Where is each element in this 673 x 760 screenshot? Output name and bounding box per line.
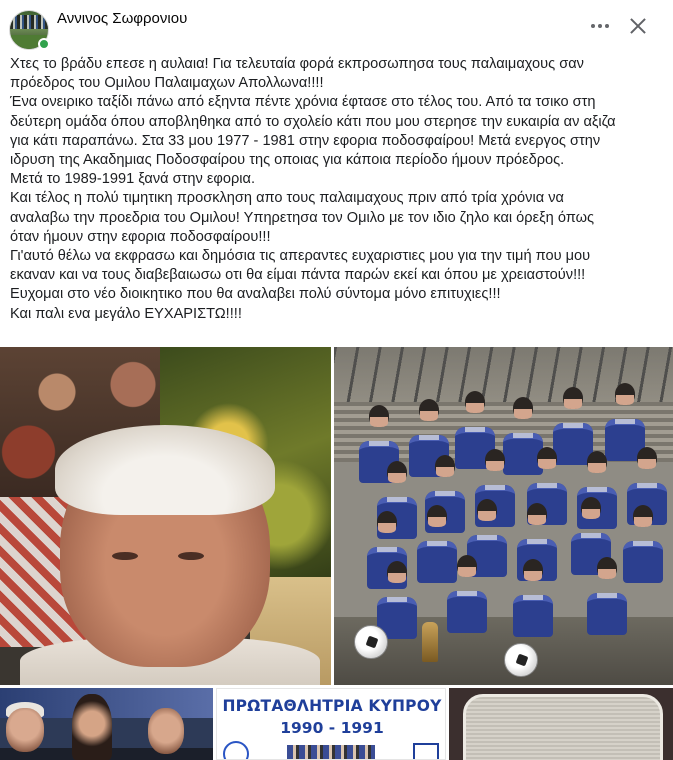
avatar-image-crowd [10, 15, 49, 29]
photo-man-eye [112, 552, 138, 560]
team-player [444, 555, 490, 633]
post-line: Και τέλος η πολύ τιμητικη προσκληση απο τους παλαιμαχους πριν από τρία χρόνια να [10, 190, 564, 207]
post-line: Και παλι ενα μεγάλο ΕΥΧΑΡΙΣΤΩ!!!! [10, 305, 242, 322]
poster-years: 1990 - 1991 [280, 719, 384, 737]
more-options-button[interactable] [586, 14, 614, 38]
post-line: αναλαβω την προεδρια του Ομιλου! Υπηρετησα τον Ομιλο με τον ιδιο ζηλο και όρεξη όπως [10, 209, 595, 226]
photo-man-hair [55, 425, 275, 515]
club-logo-icon [413, 743, 439, 760]
trophy-icon [422, 622, 438, 662]
photo-man-eye [178, 552, 204, 560]
team-player [510, 559, 556, 637]
post-line: Ένα ονειρικο ταξίδι πάνω από εξηντα πέντε χρόνια έφτασε στο τέλος του. Από τα τσικο στη [10, 94, 596, 111]
post-line: Ευχομαι στο νέο διοικητικο που θα αναλαβει πολύ σύντομα μόνο επιτυχιες!!! [10, 286, 501, 303]
post-line: Γι'αυτό θέλω να εκφρασω και δημόσια τις απεραντες ευχαριστιες μου για την τιμή που μου [10, 248, 591, 265]
photo-plaque[interactable] [449, 688, 673, 760]
photo-ceremony-man [6, 708, 44, 752]
photo-ceremony-man [148, 708, 184, 754]
post-line: όταν ήμουν στην εφορια ποδοσφαίρου!!! [10, 228, 271, 245]
poster-title: ΠΡΩΤΑΘΛΗΤΡΙΑ ΚΥΠΡΟΥ [222, 697, 442, 715]
post-text [10, 55, 660, 324]
post-line: πρόεδρος του Ομιλου Παλαιμαχων Απολλωνα!!!! [10, 75, 324, 92]
more-icon [605, 24, 609, 28]
photo-portrait[interactable] [0, 347, 331, 685]
photo-team[interactable] [334, 347, 673, 685]
club-logo-icon [223, 741, 249, 760]
online-status-icon [38, 38, 50, 50]
photo-champions-poster[interactable] [216, 688, 446, 760]
more-icon [591, 24, 595, 28]
post-line: για κάτι παραπάνω. Στα 33 μου 1977 - 1981 στην εφορια ποδοσφαίρου! Μετά ενεργος στην [10, 132, 601, 149]
more-icon [598, 24, 602, 28]
author-name[interactable]: Αννινος Σωφρονιου [57, 10, 188, 27]
post-line: Μετά το 1989-1991 ξανά στην εφορια. [10, 171, 256, 188]
photo-ceremony[interactable] [0, 688, 213, 760]
football-icon [354, 625, 388, 659]
close-button[interactable] [624, 12, 652, 40]
team-player [584, 557, 630, 635]
photo-plaque-frame [463, 694, 663, 760]
post-header [0, 0, 673, 56]
post-line: Χτες το βράδυ επεσε η αυλαια! Για τελευταία φορά εκπροσωπησα τους παλαιμαχους σαν [10, 56, 584, 72]
post-line: ιδρυση της Ακαδημιας Ποδοσφαίρου της οποιας για κάποια περίοδο ήμουν πρόεδρος. [10, 152, 565, 169]
photo-ceremony-woman [72, 694, 112, 760]
poster-team-photo [287, 745, 375, 760]
football-icon [504, 643, 538, 677]
post-line: εκαναν και να τους διαβεβαιωσω οτι θα είμαι πάντα παρών εκεί και όπου με χρειαστούν!!! [10, 267, 586, 284]
post-line: δεύτερη ομάδα όπου αποβληθηκα από το σχολείο κάτι που μου στερησε την ευκαιρία αν αξιζα [10, 113, 616, 130]
